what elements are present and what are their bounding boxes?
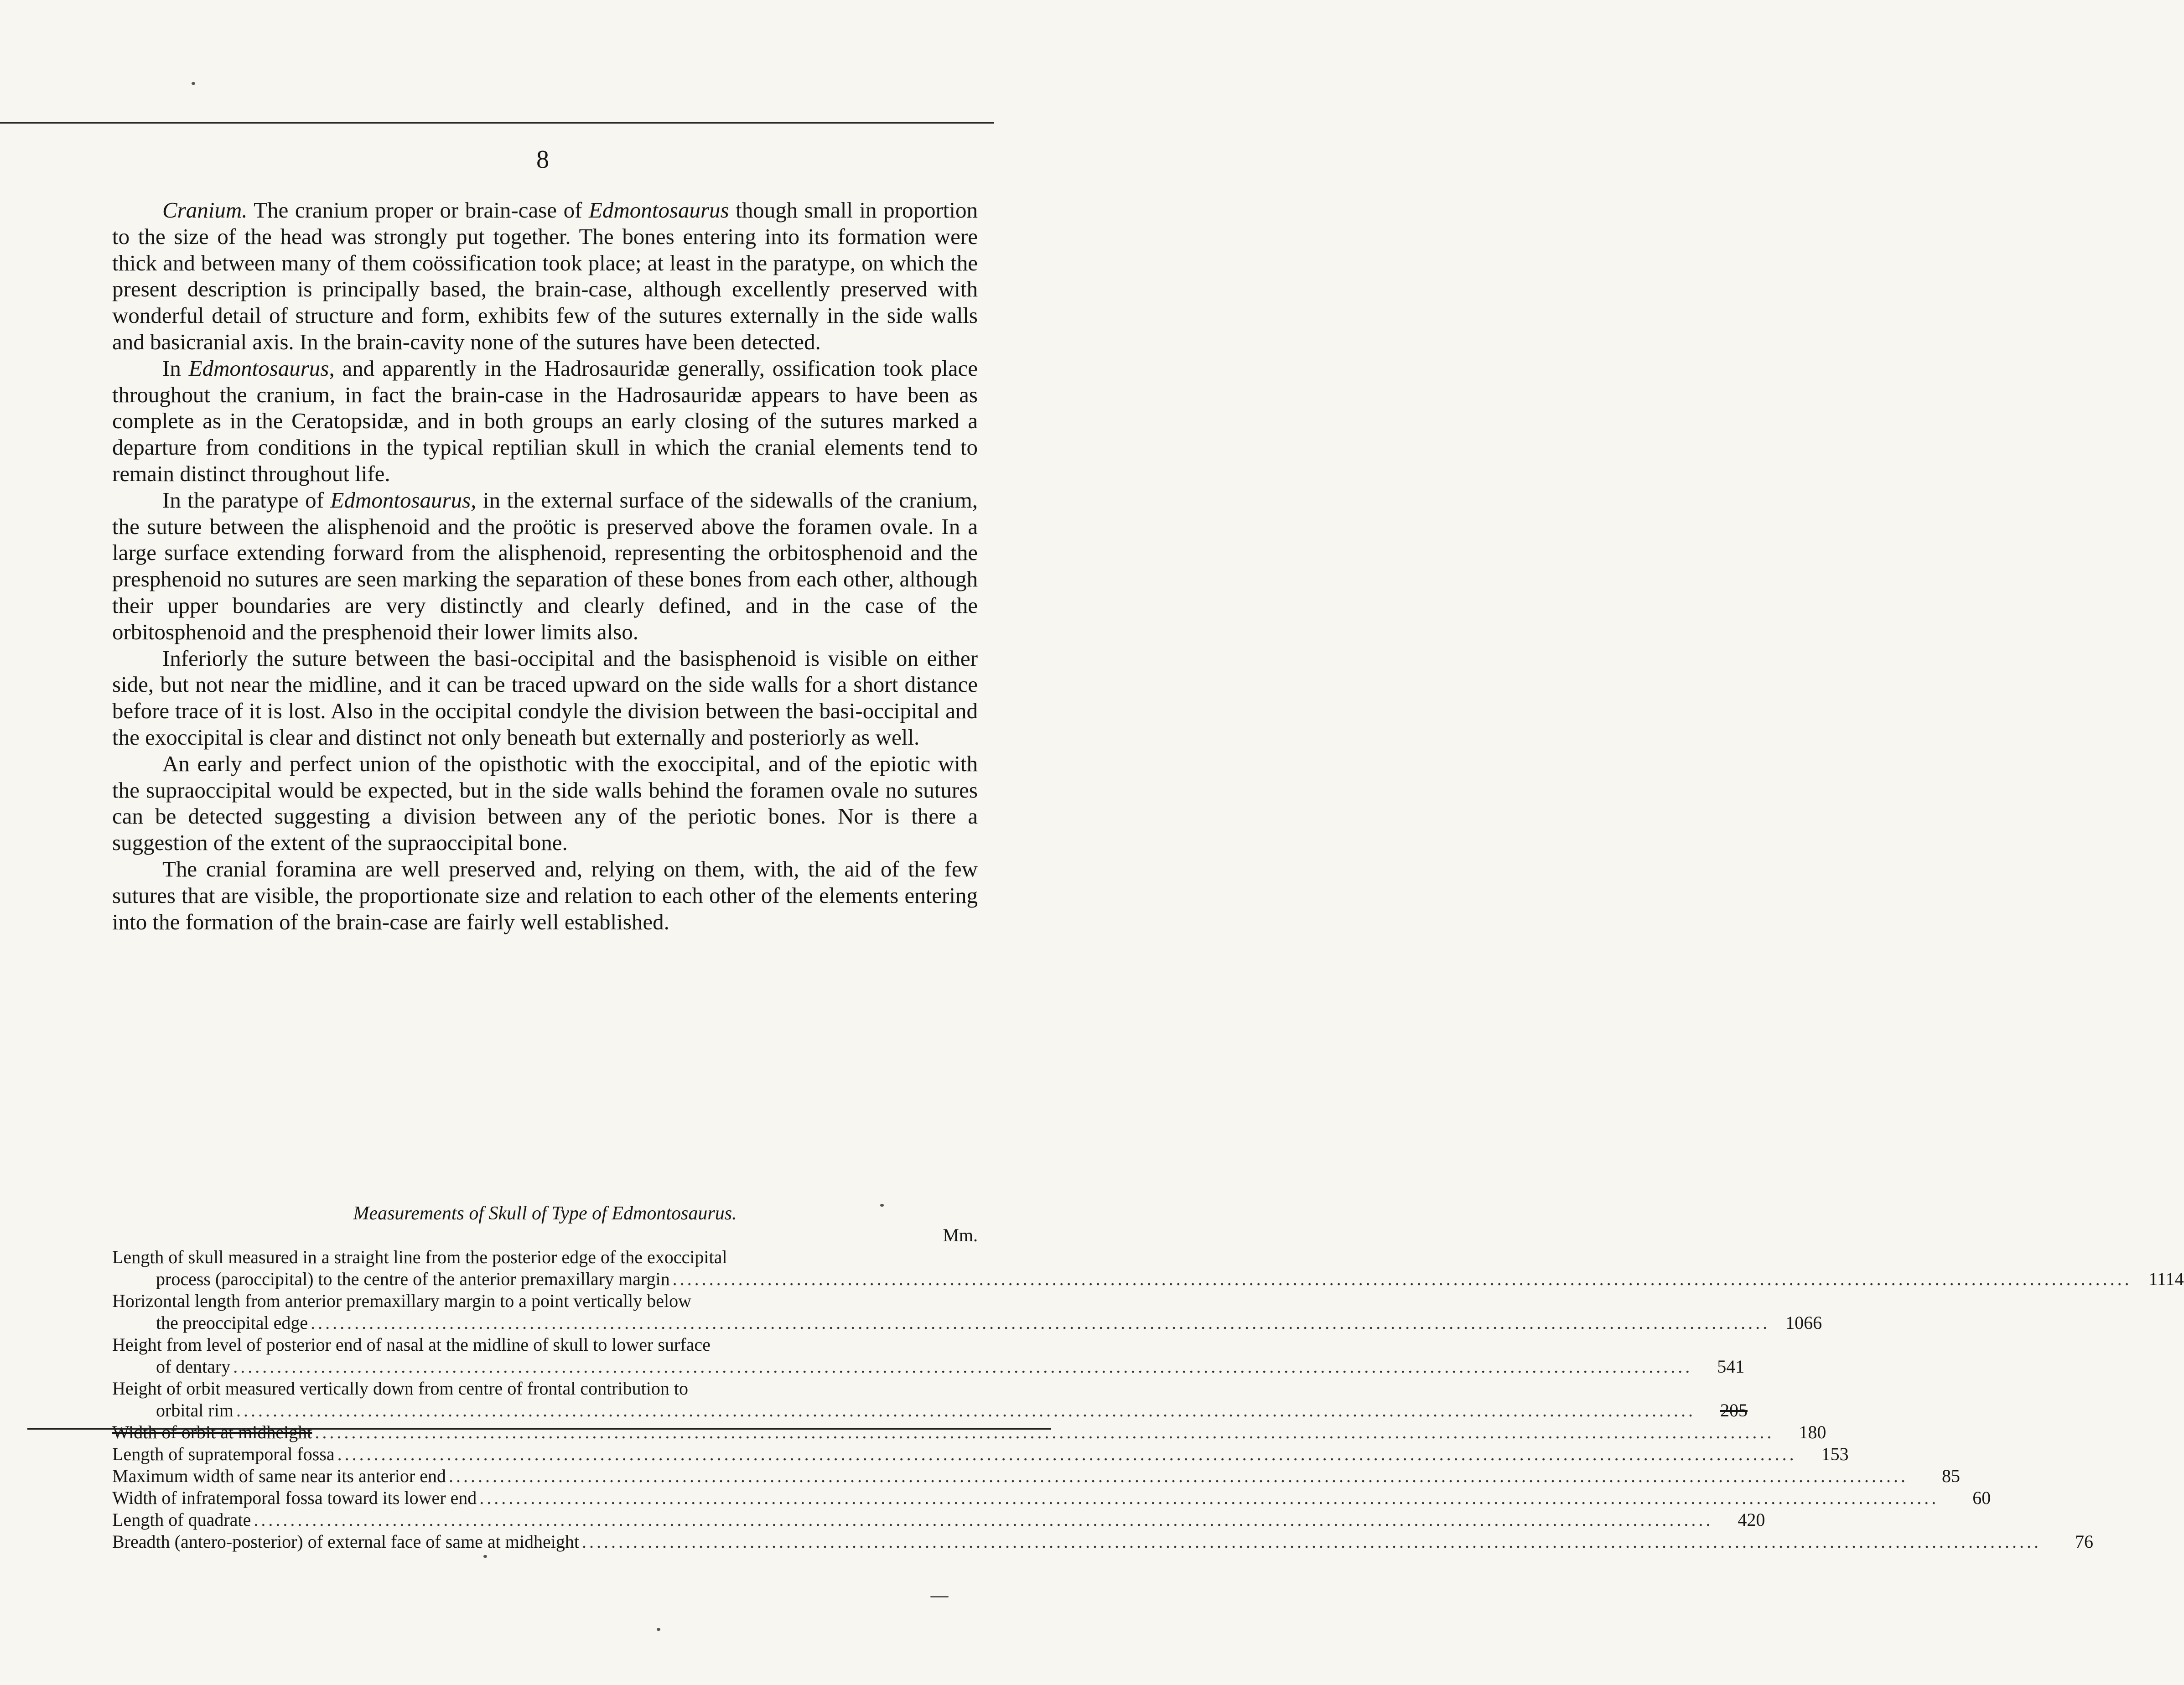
leader-dots: ........................................................................................................................................................................................................ [337,1444,1797,1464]
measurement-value: 76 [2075,1531,2094,1552]
measurement-value: 180 [1799,1422,1826,1442]
header-rule [0,122,994,124]
paragraph [112,487,978,645]
measurement-row [112,1509,1765,1531]
measurement-row [112,1487,1991,1509]
measurement-value: 420 [1738,1509,1765,1530]
paragraph [112,856,978,935]
print-speck [192,82,195,85]
italic-text: Cranium. [162,197,248,223]
measurement-value: 85 [1942,1466,1961,1486]
measurement-row [112,1465,1961,1487]
italic-text: Edmontosaurus, [188,355,335,381]
print-speck [657,1628,660,1631]
leader-dots: ........................................................................................................................................................................................................ [315,1422,1774,1442]
measurement-label: of dentary [156,1356,231,1377]
italic-text: Edmontosaurus [588,197,729,223]
leader-dots: ........................................................................................................................................................................................................ [479,1488,1939,1508]
text-run: The cranial foramina are well preserved and, relying on them, with, the aid of the few sutures that are visible, the proportionate size and relation to each other of the elements entering into the formation of the brain-case are fairly well established. [112,856,978,934]
text-run: in the external surface of the sidewalls of the cranium, the suture between the alisphenoid and the proötic is preserved above the foramen ovale. In a large surface extending forward from the alisphenoid, representing the orbitosphenoid and the presphenoid no sutures are seen marking the separation of these bones from each other, although their upper boundaries are very distinctly and clearly defined, and in the case of the orbitosphenoid and the presphenoid their lower limits also. [112,487,978,644]
text-run: An early and perfect union of the opisthotic with the exoccipital, and of the epiotic with the supraoccipital would be expected, but in the side walls behind the foramen ovale no sutures can be detected suggesting a division between any of the periotic bones. Nor is there a suggestion of the extent of the supraoccipital bone. [112,751,978,855]
text-run: The cranium proper or brain-case of [247,197,589,223]
print-speck [880,1204,884,1207]
leader-dots: ........................................................................................................................................................................................................ [672,1269,2132,1289]
text-run: In the paratype of [162,487,331,513]
measurement-label: Height from level of posterior end of nasal at the midline of skull to lower surface [112,1334,711,1355]
paragraph [112,645,978,751]
measurement-row [112,1290,1822,1334]
measurement-rows [112,1246,2184,1553]
leader-dots: ........................................................................................................................................................................................................ [233,1356,1693,1377]
leader-dots: ........................................................................................................................................................................................................ [449,1466,1909,1486]
text-run: and apparently in the Hadrosauridæ generally, ossification took place throughout the cranium, in fact the brain-case in the Hadrosauridæ appears to have been as complete as in the Ceratopsidæ, and in both groups an early closing of the sutures marked a departure from conditions in the typical reptilian skull in which the cranial elements tend to remain distinct throughout life. [112,355,978,486]
measurement-row [112,1443,1849,1465]
print-speck [483,1555,487,1558]
unit-header: Mm. [943,1225,978,1245]
measurement-label: Length of quadrate [112,1509,251,1530]
italic-text: Edmontosaurus, [330,487,477,513]
measurement-label: Breadth (antero-posterior) of external face of same at midheight [112,1531,580,1552]
leader-dots: ........................................................................................................................................................................................................ [254,1509,1713,1530]
measurement-value: 1114 [2148,1269,2184,1289]
measurement-label: Width of infratemporal fossa toward its lower end [112,1488,477,1508]
page-number: 8 [536,145,549,174]
print-speck [930,1596,949,1597]
measurement-label: Maximum width of same near its anterior end [112,1466,446,1486]
paragraph [112,355,978,487]
paragraph [112,751,978,856]
measurement-label: Height of orbit measured vertically down from centre of frontal contribution to [112,1378,688,1399]
measurement-label: process (paroccipital) to the centre of the anterior premaxillary margin [156,1269,670,1289]
measurement-row [112,1378,1748,1421]
measurement-label: orbital rim [156,1400,233,1421]
body-text [112,197,978,935]
measurement-row [112,1421,1826,1443]
measurement-label: Width of orbit at midheight [112,1422,312,1442]
measurement-label: Length of supratemporal fossa [112,1444,335,1464]
measurement-value: 153 [1821,1444,1849,1464]
leader-dots: ........................................................................................................................................................................................................ [236,1400,1696,1421]
leader-dots: ........................................................................................................................................................................................................ [582,1531,2042,1552]
measurement-label: Length of skull measured in a straight line from the posterior edge of the exoccipital [112,1247,727,1267]
text-run: Inferiorly the suture between the basi-occipital and the basisphenoid is visible on either side, but not near the midline, and it can be traced upward on the side walls for a short distance before trace of it is lost. Also in the occipital condyle the division between the basi-occipital and the exoccipital is clear and distinct not only beneath but externally and posteriorly as well. [112,645,978,750]
measurements-table [112,1224,2184,1553]
measurement-label: the preoccipital edge [156,1312,308,1333]
measurement-row [112,1246,2184,1290]
measurement-row [112,1531,2094,1553]
text-run: In [162,355,189,381]
text-run: though small in proportion to the size of the head was strongly put together. The bones entering into its formation were thick and between many of them coössification took place; at least in the paratype, on which the present description is principally based, the brain-case, although excellently preserved with wonderful detail of structure and form, exhibits few of the sutures externally in the side walls and basicranial axis. In the brain-cavity none of the sutures have been detected. [112,197,978,354]
strike-through-rule [27,1428,1051,1430]
measurement-value: 541 [1717,1356,1745,1377]
measurement-label: Horizontal length from anterior premaxillary margin to a point vertically below [112,1291,691,1311]
measurement-row [112,1334,1745,1378]
measurements-title: Measurements of Skull of Type of Edmontosaurus. [353,1203,737,1224]
paragraph [112,197,978,355]
leader-dots: ........................................................................................................................................................................................................ [311,1312,1770,1333]
measurement-value: 1066 [1785,1312,1822,1333]
measurement-value: 60 [1972,1488,1991,1508]
measurement-value: 205 [1720,1400,1748,1421]
